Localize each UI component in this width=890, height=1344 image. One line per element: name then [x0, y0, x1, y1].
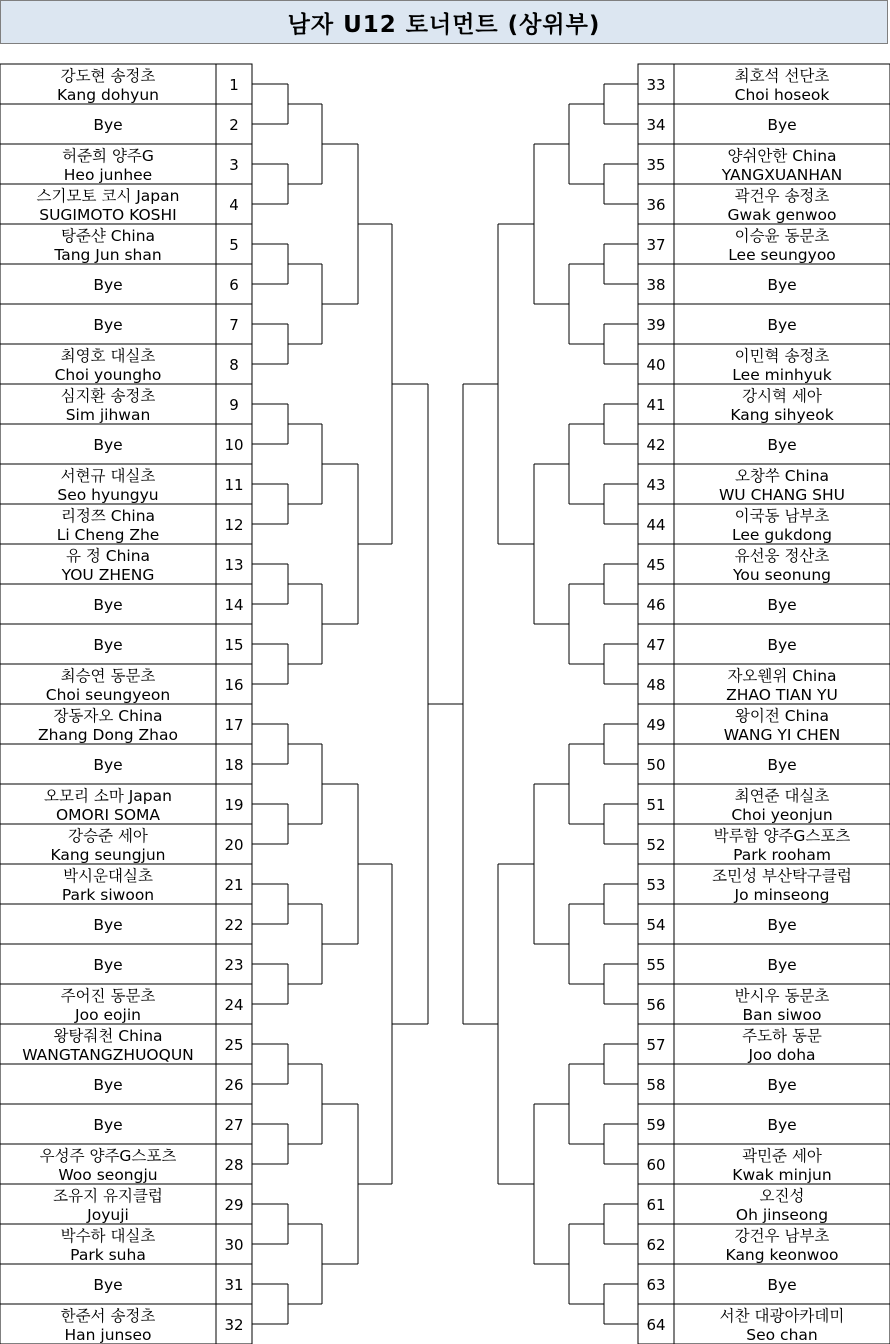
player-name-korean: 서현규 대실초: [60, 467, 156, 485]
seed-number: 7: [229, 316, 239, 334]
player-name-korean: 반시우 동문초: [734, 987, 830, 1005]
player-name-korean: 박시운대실초: [63, 867, 153, 885]
player-name-english: Kang dohyun: [57, 86, 159, 104]
player-name-english: Zhang Dong Zhao: [38, 726, 178, 744]
seed-number: 61: [646, 1196, 666, 1214]
player-name-korean: 서찬 대광아카데미: [719, 1307, 845, 1325]
player-name-korean: 최호석 선단초: [734, 67, 830, 85]
bye-label: Bye: [93, 916, 123, 934]
seed-number: 63: [646, 1276, 666, 1294]
player-name-english: Kang seungjun: [50, 846, 166, 864]
seed-number: 58: [646, 1076, 666, 1094]
player-name-korean: 오창쑤 China: [734, 467, 830, 485]
seed-number: 25: [224, 1036, 244, 1054]
player-name-korean: 강승준 세아: [68, 827, 148, 845]
player-name-english: Heo junhee: [63, 166, 153, 184]
player-name-english: Ban siwoo: [742, 1006, 822, 1024]
seed-number: 9: [229, 396, 239, 414]
bye-label: Bye: [767, 316, 797, 334]
player-name-english: Kwak minjun: [732, 1166, 832, 1184]
bye-label: Bye: [93, 636, 123, 654]
seed-number: 1: [229, 76, 239, 94]
bye-label: Bye: [767, 1116, 797, 1134]
seed-number: 12: [224, 516, 244, 534]
player-name-english: Park suha: [70, 1246, 146, 1264]
player-name-korean: 심지환 송정초: [60, 387, 156, 405]
player-name-korean: 곽민준 세아: [742, 1147, 822, 1165]
seed-number: 56: [646, 996, 666, 1014]
seed-number: 4: [229, 196, 239, 214]
player-name-korean: 이민혁 송정초: [734, 347, 830, 365]
seed-number: 8: [229, 356, 239, 374]
bye-label: Bye: [93, 756, 123, 774]
player-name-english: Gwak genwoo: [727, 206, 837, 224]
bye-label: Bye: [767, 1276, 797, 1294]
bye-label: Bye: [93, 276, 123, 294]
seed-number: 34: [646, 116, 666, 134]
seed-number: 64: [646, 1316, 666, 1334]
seed-number: 24: [224, 996, 244, 1014]
player-name-korean: 최승연 동문초: [60, 667, 156, 685]
seed-number: 10: [224, 436, 244, 454]
player-name-korean: 양쉬안한 China: [727, 147, 837, 165]
player-name-english: Lee minhyuk: [732, 366, 832, 384]
seed-number: 45: [646, 556, 666, 574]
seed-number: 59: [646, 1116, 666, 1134]
bye-label: Bye: [767, 916, 797, 934]
seed-number: 33: [646, 76, 666, 94]
seed-number: 30: [224, 1236, 244, 1254]
player-name-korean: 이국동 남부초: [734, 507, 830, 525]
seed-number: 52: [646, 836, 666, 854]
seed-number: 60: [646, 1156, 666, 1174]
player-name-english: Seo chan: [746, 1326, 818, 1344]
player-name-english: Sim jihwan: [65, 406, 151, 424]
seed-number: 22: [224, 916, 244, 934]
title-text: 남자 U12 토너먼트 (상위부): [287, 11, 601, 38]
player-name-english: Park rooham: [733, 846, 831, 864]
seed-number: 27: [224, 1116, 244, 1134]
player-name-english: Oh jinseong: [735, 1206, 829, 1224]
player-name-english: Jo minseong: [734, 886, 830, 904]
seed-number: 14: [224, 596, 244, 614]
player-name-korean: 박수하 대실초: [60, 1227, 156, 1245]
seed-number: 5: [229, 236, 239, 254]
seed-number: 15: [224, 636, 244, 654]
seed-number: 28: [224, 1156, 244, 1174]
player-name-korean: 왕이전 China: [734, 707, 830, 725]
seed-number: 44: [646, 516, 666, 534]
player-name-english: Lee gukdong: [732, 526, 832, 544]
player-name-korean: 최연준 대실초: [734, 787, 830, 805]
player-name-english: Li Cheng Zhe: [56, 526, 160, 544]
player-name-korean: 주어진 동문초: [60, 987, 156, 1005]
seed-number: 50: [646, 756, 666, 774]
seed-number: 48: [646, 676, 666, 694]
seed-number: 38: [646, 276, 666, 294]
seed-number: 6: [229, 276, 239, 294]
player-name-english: Joo doha: [748, 1046, 816, 1064]
seed-number: 31: [224, 1276, 244, 1294]
player-name-english: Choi youngho: [54, 366, 162, 384]
player-name-english: Choi hoseok: [734, 86, 830, 104]
player-name-korean: 장동자오 China: [53, 707, 163, 725]
player-name-korean: 오모리 소마 Japan: [44, 787, 172, 805]
seed-number: 62: [646, 1236, 666, 1254]
seed-number: 43: [646, 476, 666, 494]
player-name-korean: 허준희 양주G: [62, 147, 154, 165]
seed-number: 41: [646, 396, 666, 414]
player-name-english: YOU ZHENG: [61, 566, 155, 584]
seed-number: 17: [224, 716, 244, 734]
seed-number: 39: [646, 316, 666, 334]
player-name-english: Park siwoon: [61, 886, 155, 904]
player-name-english: Choi seungyeon: [45, 686, 171, 704]
bye-label: Bye: [93, 1116, 123, 1134]
seed-number: 23: [224, 956, 244, 974]
seed-number: 26: [224, 1076, 244, 1094]
seed-number: 42: [646, 436, 666, 454]
player-name-korean: 강도현 송정초: [60, 67, 156, 85]
player-name-korean: 주도하 동문: [742, 1027, 822, 1045]
bye-label: Bye: [93, 956, 123, 974]
player-name-korean: 조유지 유지클럽: [53, 1187, 163, 1205]
player-name-english: Joyuji: [87, 1206, 129, 1224]
seed-number: 11: [224, 476, 244, 494]
player-name-korean: 유선웅 정산초: [734, 547, 830, 565]
player-name-english: WANG YI CHEN: [723, 726, 841, 744]
player-name-korean: 탕준샨 China: [60, 227, 156, 245]
seed-number: 18: [224, 756, 244, 774]
bye-label: Bye: [767, 436, 797, 454]
player-name-korean: 오진성: [759, 1187, 805, 1205]
player-name-korean: 이승윤 동문초: [734, 227, 830, 245]
seed-number: 29: [224, 1196, 244, 1214]
seed-number: 53: [646, 876, 666, 894]
bye-label: Bye: [767, 116, 797, 134]
player-name-english: You seonung: [732, 566, 832, 584]
player-name-english: WU CHANG SHU: [718, 486, 846, 504]
player-name-english: Joo eojin: [75, 1006, 141, 1024]
seed-number: 37: [646, 236, 666, 254]
seed-number: 35: [646, 156, 666, 174]
seed-number: 16: [224, 676, 244, 694]
player-name-korean: 강시혁 세아: [742, 387, 822, 405]
seed-number: 20: [224, 836, 244, 854]
player-name-english: Han junseo: [64, 1326, 152, 1344]
seed-number: 55: [646, 956, 666, 974]
player-name-english: Kang keonwoo: [725, 1246, 839, 1264]
player-name-korean: 리정쯔 China: [60, 507, 156, 525]
player-name-korean: 우성주 양주G스포츠: [39, 1147, 177, 1165]
bye-label: Bye: [93, 316, 123, 334]
bye-label: Bye: [93, 1076, 123, 1094]
player-name-korean: 유 정 China: [65, 547, 151, 565]
seed-number: 47: [646, 636, 666, 654]
seed-number: 2: [229, 116, 239, 134]
player-name-korean: 곽건우 송정초: [734, 187, 830, 205]
player-name-english: YANGXUANHAN: [721, 166, 843, 184]
seed-number: 21: [224, 876, 244, 894]
player-name-korean: 자오웬위 China: [727, 667, 837, 685]
player-name-korean: 스기모토 코시 Japan: [36, 187, 180, 205]
seed-number: 57: [646, 1036, 666, 1054]
player-name-korean: 왕탕줘천 China: [53, 1027, 163, 1045]
player-name-korean: 조민성 부산탁구클럽: [712, 867, 852, 885]
seed-number: 3: [229, 156, 239, 174]
bye-label: Bye: [93, 436, 123, 454]
seed-number: 36: [646, 196, 666, 214]
player-name-english: Woo seongju: [58, 1166, 158, 1184]
player-name-korean: 강건우 남부초: [734, 1227, 830, 1245]
player-name-english: SUGIMOTO KOSHI: [39, 206, 177, 224]
seed-number: 49: [646, 716, 666, 734]
bye-label: Bye: [767, 596, 797, 614]
player-name-english: Kang sihyeok: [730, 406, 834, 424]
seed-number: 13: [224, 556, 244, 574]
bye-label: Bye: [767, 636, 797, 654]
bye-label: Bye: [93, 1276, 123, 1294]
player-name-english: Tang Jun shan: [54, 246, 162, 264]
player-name-english: Lee seungyoo: [728, 246, 836, 264]
player-name-english: ZHAO TIAN YU: [726, 686, 838, 704]
bye-label: Bye: [767, 756, 797, 774]
bye-label: Bye: [767, 956, 797, 974]
player-name-korean: 한준서 송정초: [60, 1307, 156, 1325]
bye-label: Bye: [767, 1076, 797, 1094]
bye-label: Bye: [93, 596, 123, 614]
bye-label: Bye: [767, 276, 797, 294]
player-name-english: Seo hyungyu: [57, 486, 159, 504]
player-name-english: Choi yeonjun: [731, 806, 833, 824]
seed-number: 54: [646, 916, 666, 934]
player-name-english: OMORI SOMA: [55, 806, 161, 824]
bye-label: Bye: [93, 116, 123, 134]
player-name-korean: 최영호 대실초: [60, 347, 156, 365]
seed-number: 40: [646, 356, 666, 374]
seed-number: 46: [646, 596, 666, 614]
seed-number: 32: [224, 1316, 244, 1334]
seed-number: 19: [224, 796, 244, 814]
player-name-english: WANGTANGZHUOQUN: [22, 1046, 194, 1064]
player-name-korean: 박루함 양주G스포츠: [713, 827, 851, 845]
seed-number: 51: [646, 796, 666, 814]
